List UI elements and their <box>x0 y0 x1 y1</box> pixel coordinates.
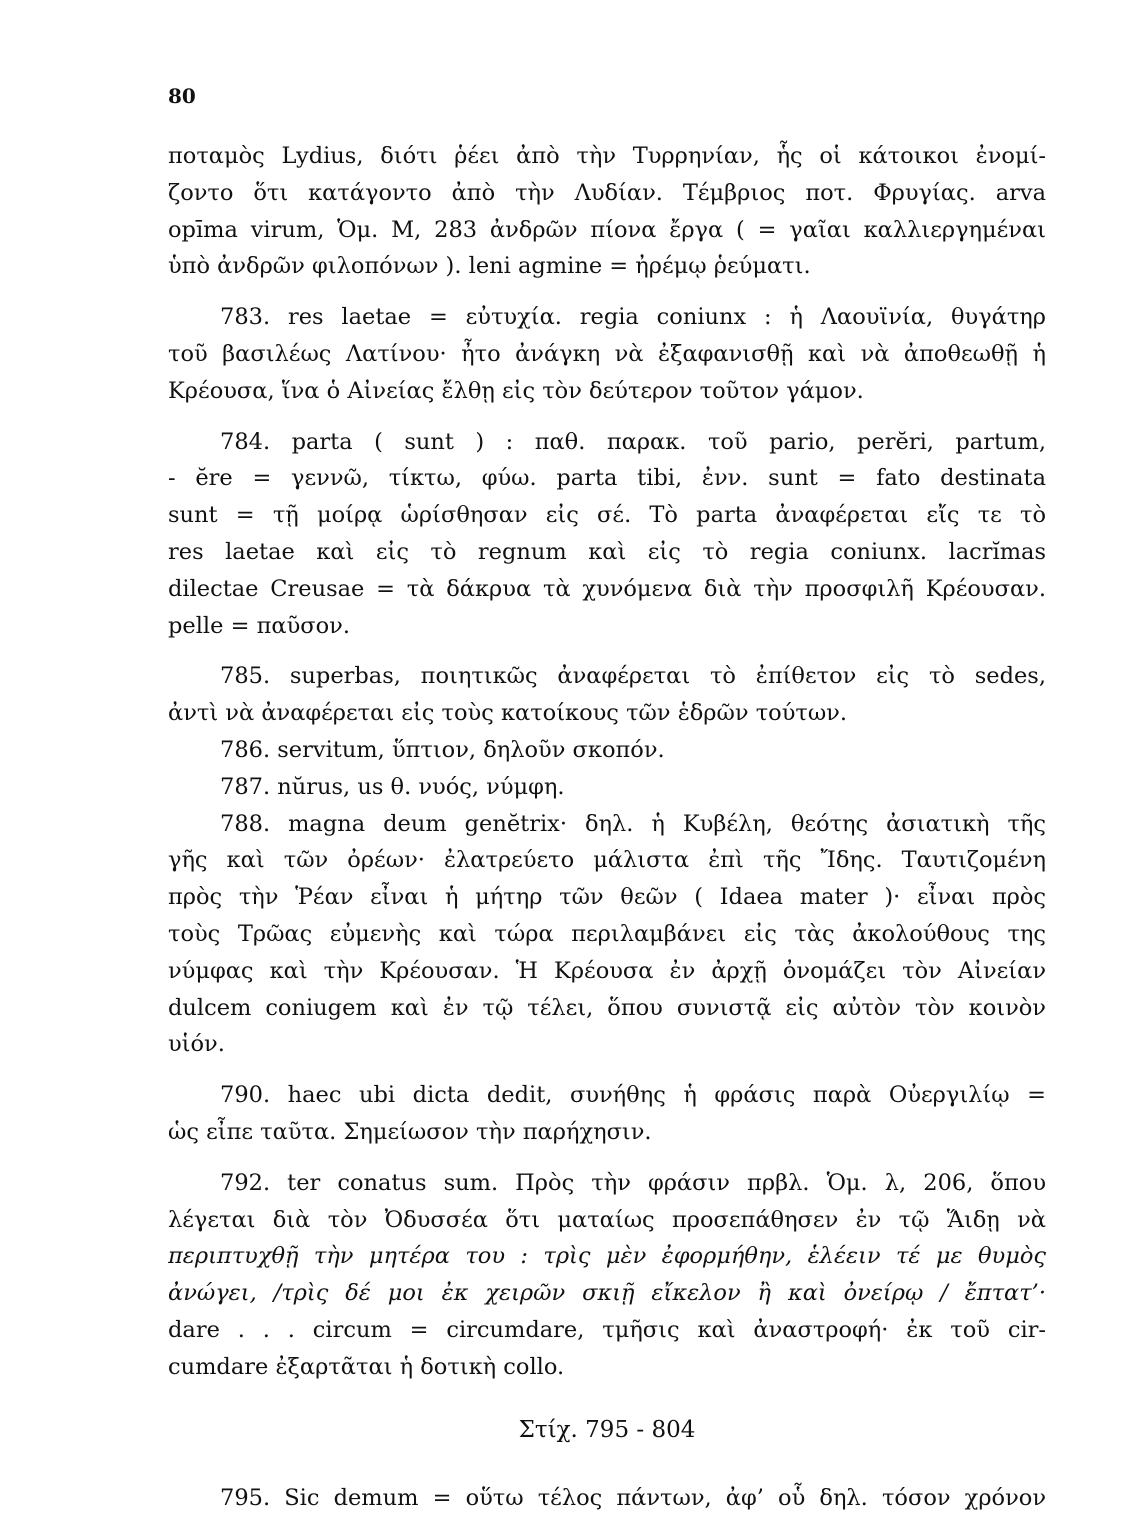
text-line: - ĕre = γεννῶ, τίκτω, φύω. parta tibi, ἐνν. sunt = fato destinata <box>168 460 1046 497</box>
text-line: ποταμὸς Lydius, διότι ῥέει ἀπὸ τὴν Τυρρηνίαν, ἧς οἱ κάτοικοι ἐνομί- <box>168 138 1046 175</box>
page-number: 80 <box>168 84 196 108</box>
text-line: γῆς καὶ τῶν ὀρέων· ἐλατρεύετο μάλιστα ἐπὶ τῆς Ἴδης. Ταυτιζομένη <box>168 842 1046 879</box>
section-heading: Στίχ. 795 - 804 <box>168 1410 1046 1450</box>
text-line: cumdare ἐξαρτᾶται ἡ δοτικὴ collo. <box>168 1349 1046 1386</box>
text-line: res laetae καὶ εἰς τὸ regnum καὶ εἰς τὸ regia coniunx. lacrĭmas <box>168 534 1046 571</box>
text-line: opīma virum, Ὁμ. Μ, 283 ἀνδρῶν πίονα ἔργα ( = γαῖαι καλλιεργημέναι <box>168 212 1046 249</box>
note-784: 784. parta ( sunt ) : παθ. παρακ. τοῦ pario, perĕri, partum, <box>168 424 1046 461</box>
note-788: 788. magna deum genĕtrix· δηλ. ἡ Κυβέλη, θεότης ἀσιατικὴ τῆς <box>168 806 1046 843</box>
text-line: Κρέουσα, ἵνα ὁ Αἰνείας ἔλθῃ εἰς τὸν δεύτερον τοῦτον γάμον. <box>168 373 1046 410</box>
note-783: 783. res laetae = εὐτυχία. regia coniunx : ἡ Λαουϊνία, θυγάτηρ <box>168 299 1046 336</box>
text-line: τοῦ βασιλέως Λατίνου· ἦτο ἀνάγκη νὰ ἐξαφανισθῇ καὶ νὰ ἀποθεωθῇ ἡ <box>168 336 1046 373</box>
note-785: 785. superbas, ποιητικῶς ἀναφέρεται τὸ ἐπίθετον εἰς τὸ sedes, <box>168 658 1046 695</box>
text-line: περιπτυχθῇ τὴν μητέρα του : τρὶς μὲν ἐφορμήθην, ἑλέειν τέ με θυμὸς <box>168 1238 1046 1275</box>
commentary-text <box>168 138 1046 1516</box>
text-line: ἀνώγει, /τρὶς δέ μοι ἐκ χειρῶν σκιῇ εἴκελον ἢ καὶ ὀνείρῳ / ἔπτατ’· <box>168 1275 1046 1312</box>
text-line: υἱόν. <box>168 1026 1046 1063</box>
text-line: ὑπὸ ἀνδρῶν φιλοπόνων ). leni agmine = ἠρέμῳ ῥεύματι. <box>168 248 1046 285</box>
text-line: dare . . . circum = circumdare, τμῆσις καὶ ἀναστροφή· ἐκ τοῦ cir- <box>168 1312 1046 1349</box>
note-792: 792. ter conatus sum. Πρὸς τὴν φράσιν πρβλ. Ὁμ. λ, 206, ὅπου <box>168 1165 1046 1202</box>
text-line: λέγεται διὰ τὸν Ὀδυσσέα ὅτι ματαίως προσεπάθησεν ἐν τῷ Ἅιδῃ νὰ <box>168 1202 1046 1239</box>
note-790: 790. haec ubi dicta dedit, συνήθης ἡ φράσις παρὰ Οὐεργιλίῳ = <box>168 1077 1046 1114</box>
note-795: 795. Sic demum = οὕτω τέλος πάντων, ἀφ’ οὗ δηλ. τόσον χρόνον <box>168 1480 1046 1516</box>
text-line: πρὸς τὴν Ῥέαν εἶναι ἡ μήτηρ τῶν θεῶν ( Idaea mater )· εἶναι πρὸς <box>168 879 1046 916</box>
text-line: sunt = τῇ μοίρᾳ ὡρίσθησαν εἰς σέ. Τὸ parta ἀναφέρεται εἴς τε τὸ <box>168 497 1046 534</box>
text-line: dulcem coniugem καὶ ἐν τῷ τέλει, ὅπου συνιστᾷ εἰς αὐτὸν τὸν κοινὸν <box>168 990 1046 1027</box>
text-line: pelle = παῦσον. <box>168 608 1046 645</box>
text-line: ἀντὶ νὰ ἀναφέρεται εἰς τοὺς κατοίκους τῶν ἑδρῶν τούτων. <box>168 695 1046 732</box>
text-line: τοὺς Τρῶας εὐμενὴς καὶ τώρα περιλαμβάνει εἰς τὰς ἀκολούθους της <box>168 916 1046 953</box>
text-line: νύμφας καὶ τὴν Κρέουσαν. Ἡ Κρέουσα ἐν ἀρχῇ ὀνομάζει τὸν Αἰνείαν <box>168 953 1046 990</box>
note-787: 787. nŭrus, us θ. νυός, νύμφη. <box>168 769 1046 806</box>
text-line: dilectae Creusae = τὰ δάκρυα τὰ χυνόμενα διὰ τὴν προσφιλῆ Κρέουσαν. <box>168 571 1046 608</box>
text-line: ζοντο ὅτι κατάγοντο ἀπὸ τὴν Λυδίαν. Τέμβριος ποτ. Φρυγίας. arva <box>168 175 1046 212</box>
note-786: 786. servitum, ὕπτιον, δηλοῦν σκοπόν. <box>168 732 1046 769</box>
text-line: ὡς εἶπε ταῦτα. Σημείωσον τὴν παρήχησιν. <box>168 1114 1046 1151</box>
